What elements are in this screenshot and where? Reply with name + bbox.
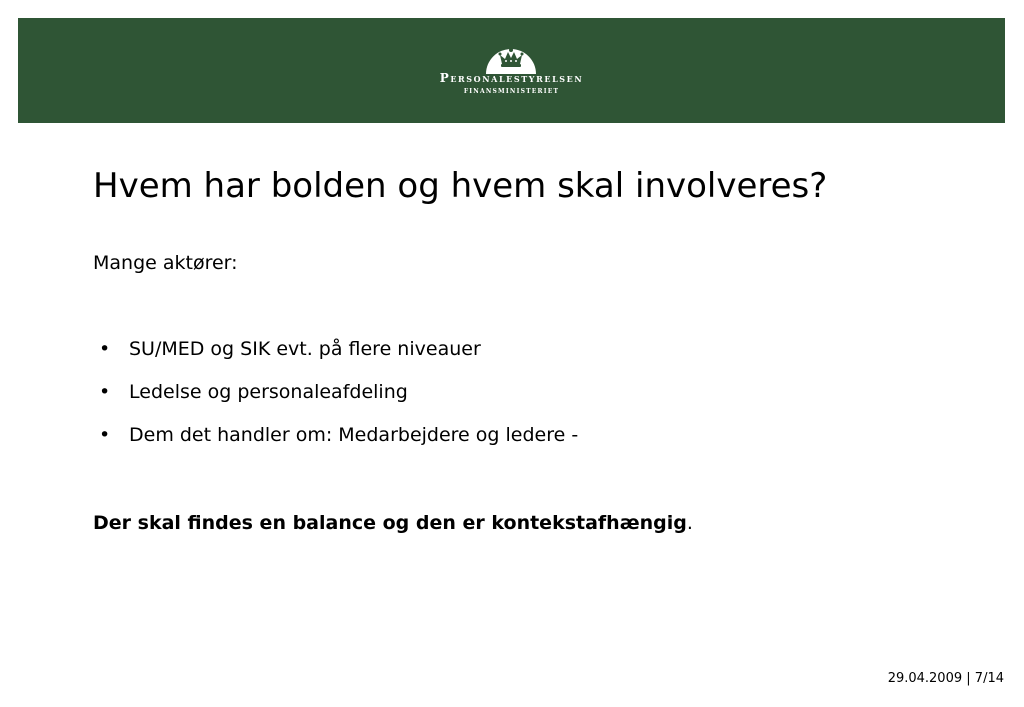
bullet-icon: • (99, 381, 111, 403)
slide-footer (888, 671, 1004, 687)
list-item (93, 337, 578, 380)
slide-date: 29.04.2009 (887, 671, 963, 686)
conclusion-text (93, 511, 693, 535)
org-subtitle: FINANSMINISTERIET (463, 88, 560, 95)
bullet-text: SU/MED og SIK evt. på flere niveauer (129, 338, 481, 360)
footer-separator: | (966, 671, 971, 686)
conclusion-bold: Der skal findes en balance og den er kontekstafhængig (93, 512, 687, 534)
bullet-icon: • (99, 424, 111, 446)
logo (18, 18, 1005, 123)
bullet-text: Dem det handler om: Medarbejdere og ledere - (129, 424, 579, 446)
list-item (93, 380, 578, 423)
conclusion-punctuation: . (686, 512, 693, 534)
list-item (93, 423, 578, 466)
intro-text: Mange aktører: (93, 252, 238, 274)
bullet-icon: • (99, 338, 111, 360)
slide-title: Hvem har bolden og hvem skal involveres? (93, 166, 828, 206)
bullet-list (93, 337, 578, 466)
header-band (18, 18, 1005, 123)
page-number: 7/14 (974, 671, 1004, 686)
org-name: Personalestyrelsen (439, 71, 584, 85)
bullet-text: Ledelse og personaleafdeling (129, 381, 408, 403)
